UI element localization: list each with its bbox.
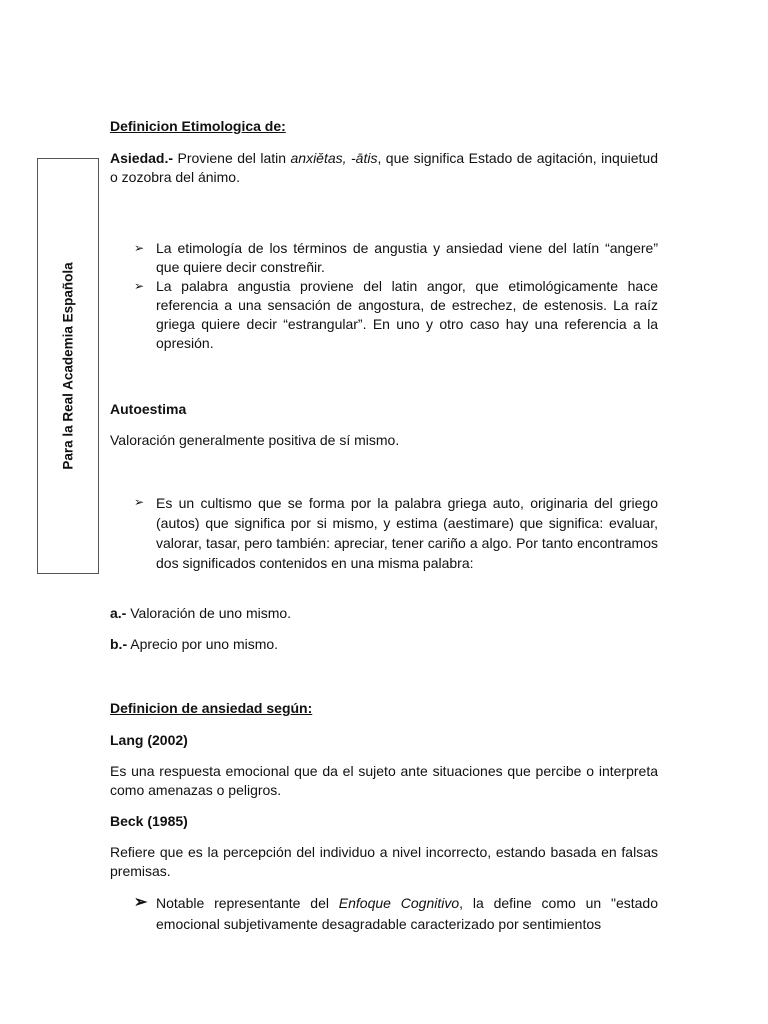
term-label: Asiedad.- [110,150,174,166]
beck-heading: Beck (1985) [110,813,188,829]
beck-bullet-pre: Notable representante del [156,895,339,911]
arrow-bullet-icon: ➢ [134,495,145,509]
section2-definition: Valoración generalmente positiva de sí mismo. [110,432,400,448]
arrow-bullet-icon: ➢ [134,241,145,255]
def-text-post: , que significa Estado de agitación, inquietud o zozobra del ánimo. [110,150,658,185]
def-text-italic: anxiĕtas, -ātis [290,150,378,166]
arrow-bullet-icon: ➢ [134,894,148,911]
section2-bullet: Es un cultismo que se forma por la palabra griega auto, originaria del griego (autos) que significa por si mismo, y estima (aestimare) que significa: evaluar, valorar, tasar, pero también: apreciar, tener cariño a algo. Por tanto encontramos dos significados contenidos en una misma palabra: [156,495,658,571]
section2-title: Autoestima [110,401,187,417]
section1-bullet-1: La etimología de los términos de angustia y ansiedad viene del latín “angere” que quiere decir constreñir. [156,240,658,275]
lang-text: Es una respuesta emocional que da el sujeto ante situaciones que percibe o interpreta como amenazas o peligros. [110,763,658,798]
meaning-b-label: b.- [110,636,128,652]
lang-heading: Lang (2002) [110,732,188,748]
side-label: Para la Real Academia Española [60,262,76,470]
side-label-box [37,158,99,574]
meaning-b-text: Aprecio por uno mismo. [127,636,279,652]
section1-bullet-2: La palabra angustia proviene del latin angor, que etimológicamente hace referencia a una sensación de angostura, de estrechez, de estenosis. La raíz griega quiere decir “estrangular”. En uno y otro caso hay una referencia a la opresión. [156,278,658,351]
beck-bullet [156,893,658,935]
beck-bullet-post: , la define como un "estado emocional subjetivamente desagradable caracterizado por sentimientos [156,895,658,932]
section3-title: Definicion de ansiedad según: [110,700,313,716]
meaning-a-label: a.- [110,605,127,621]
arrow-bullet-icon: ➢ [134,279,145,293]
beck-bullet-italic: Enfoque Cognitivo [338,895,460,911]
meaning-b [110,635,658,654]
section1-definition [110,149,658,187]
meaning-a [110,604,658,623]
section1-title: Definicion Etimologica de: [110,118,286,134]
def-text-pre: Proviene del latin [173,150,291,166]
beck-text: Refiere que es la percepción del individuo a nivel incorrecto, estando basada en falsas premisas. [110,844,658,879]
meaning-a-text: Valoración de uno mismo. [126,605,292,621]
